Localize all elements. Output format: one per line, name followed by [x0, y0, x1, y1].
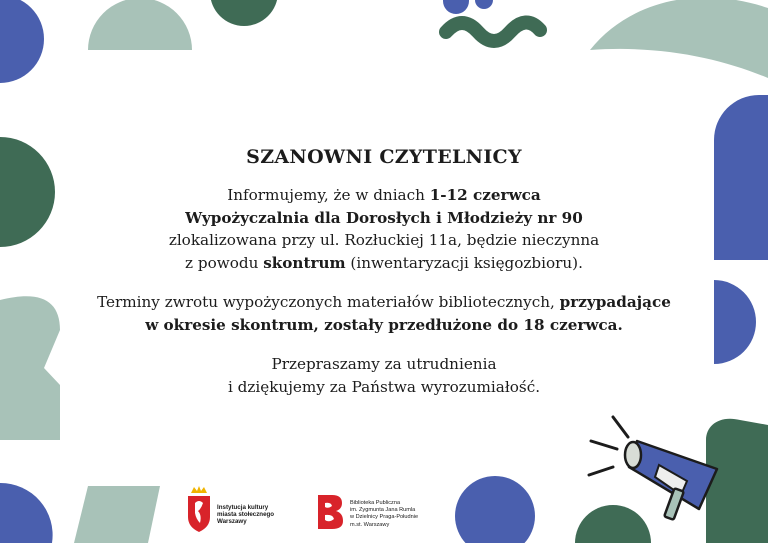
text-segment: Terminy zwrotu wypożyczonych materiałów bibliotecznych,: [97, 293, 560, 311]
megaphone-icon: [583, 405, 723, 525]
notice-line: [60, 184, 708, 207]
notice-line: [60, 291, 708, 314]
keyword-skontrum: skontrum: [263, 253, 346, 272]
blue-shape-bottom-center: [455, 476, 535, 543]
notice: [60, 146, 708, 398]
date-range: 1-12 czerwca: [429, 186, 541, 204]
notice-paragraph-3: [60, 353, 708, 398]
library-name-text: [350, 500, 418, 529]
notice-line: i dziękujemy za Państwa wyrozumiałość.: [227, 377, 541, 396]
logo-text-line: w Dzielnicy Praga-Południe: [350, 514, 419, 521]
text-bold-segment: przypadające: [559, 293, 671, 311]
blue-dot-top-2: [475, 0, 493, 9]
logo-text-line: Biblioteka Publiczna: [350, 500, 401, 506]
green-wave-top: [446, 22, 540, 41]
notice-line: zlokalizowana przy ul. Rozłuckiej 11a, będzie nieczynna: [168, 231, 600, 249]
sage-shape-top: [88, 0, 192, 50]
warsaw-coat-of-arms-icon: [186, 485, 212, 535]
green-shape-top: [210, 0, 278, 26]
text-segment: z powodu: [185, 253, 264, 272]
library-logo-icon: [316, 493, 344, 531]
logo-text-line: Warszawy: [217, 518, 247, 526]
blue-shape-top-left: [0, 0, 44, 83]
sage-shape-left: [0, 296, 60, 440]
logo-text-line: m.st. Warszawy: [350, 521, 390, 528]
notice-paragraph-2: [60, 291, 708, 336]
logo-text-line: im. Zygmunta Jana Rumla: [350, 507, 416, 514]
logo-text-line: Instytucja kultury: [217, 504, 269, 511]
extended-deadline: w okresie skontrum, zostały przedłużone do 18 czerwca.: [145, 315, 623, 334]
green-shape-left: [0, 137, 55, 247]
logo-text-line: miasta stołecznego: [217, 511, 275, 519]
blue-shape-right-1: [714, 95, 768, 260]
blue-shape-right-2: [714, 280, 756, 364]
city-institution-text: [217, 504, 274, 526]
text-segment: (inwentaryzacji księgozbioru).: [345, 253, 583, 272]
text-segment: Informujemy, że w dniach: [227, 186, 430, 204]
notice-line: [60, 252, 708, 275]
notice-title: SZANOWNI CZYTELNICY: [246, 146, 522, 168]
library-branch-name: Wypożyczalnia dla Dorosłych i Młodzieży nr 90: [185, 208, 583, 227]
blue-dot-top-1: [443, 0, 469, 14]
sage-shape-top-right: [590, 0, 768, 78]
notice-line: Przepraszamy za utrudnienia: [271, 355, 497, 373]
sage-shape-bottom: [74, 486, 160, 543]
notice-paragraph-1: [60, 184, 708, 274]
blue-shape-bottom-left: [0, 483, 53, 543]
